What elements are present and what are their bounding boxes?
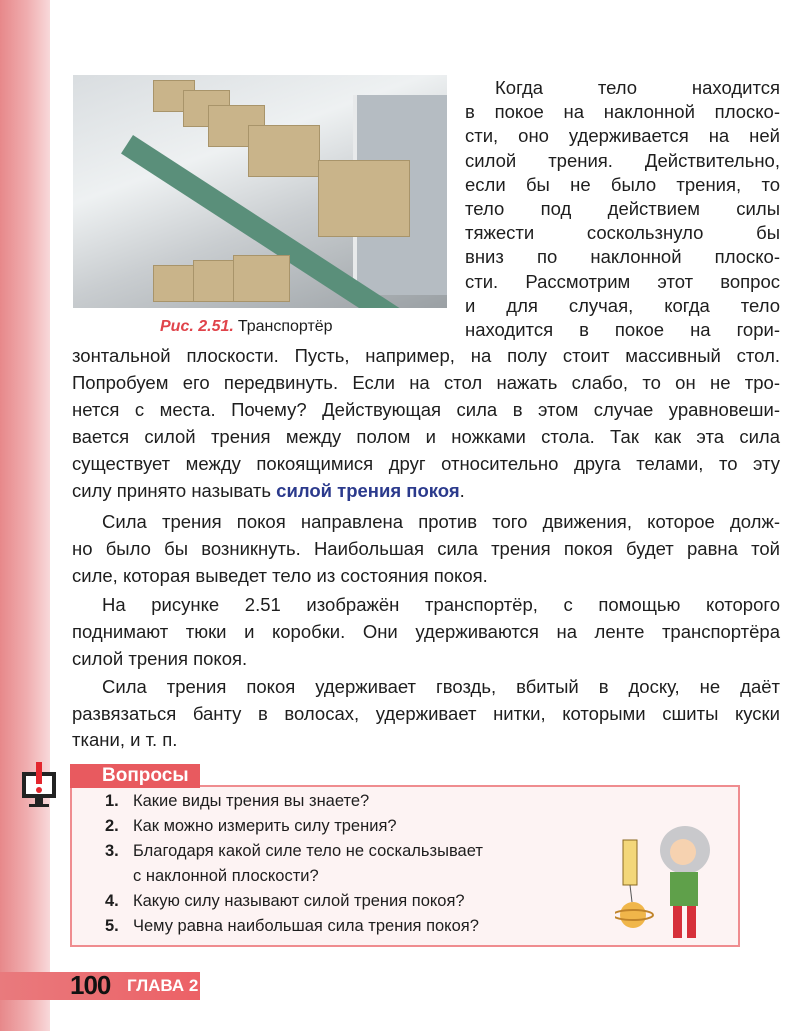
professor-illustration (615, 820, 725, 945)
text-line: тело под действием силы (465, 198, 780, 219)
question-item (105, 841, 483, 861)
photo-box (153, 265, 195, 302)
text-line: развязаться банту в волосах, удерживает нитки, которыми сшиты куски (72, 703, 780, 724)
text-line: На рисунке 2.51 изображён транспортёр, с помощью которого (102, 594, 780, 615)
figure-number: Рис. 2.51. (160, 318, 234, 335)
question-number: 1. (105, 792, 119, 810)
text-line: находится в покое на гори- (465, 319, 780, 340)
page-number: 100 (70, 970, 111, 1000)
photo-box (193, 260, 235, 302)
questions-heading: Вопросы (70, 764, 200, 788)
photo-box (248, 125, 320, 177)
figure-caption-text: Транспортёр (237, 318, 333, 335)
question-number: 2. (105, 817, 119, 835)
question-number: 4. (105, 892, 119, 910)
text-line: вается силой трения между полом и ножками стола. Так как эта сила (72, 426, 780, 447)
margin-band (0, 0, 50, 1031)
question-item (105, 791, 369, 811)
text-line: нется с места. Почему? Действующая сила в этом случае уравновеши- (72, 399, 780, 420)
text-line: существует между покоящимися друг относительно друга телами, то эту (72, 453, 780, 474)
text-line: Когда тело находится (495, 77, 780, 98)
photo-box (233, 255, 290, 302)
question-item (105, 866, 319, 886)
text-span: . (459, 480, 465, 501)
text-line: силой трения покоя. (72, 648, 248, 669)
question-text: Чему равна наибольшая сила трения покоя? (133, 917, 479, 935)
computer-alert-icon (20, 762, 58, 810)
question-text: Как можно измерить силу трения? (133, 817, 397, 835)
text-line: Сила трения покоя направлена против того движения, которое долж- (102, 511, 780, 532)
text-line: силой трения. Действительно, (465, 150, 780, 171)
figure-caption (160, 318, 333, 336)
question-number: 5. (105, 917, 119, 935)
text-line: и для случая, когда тело (465, 295, 780, 316)
text-span: силу принято называть (72, 480, 277, 501)
question-text: Какие виды трения вы знаете? (133, 792, 370, 810)
text-line: Сила трения покоя удерживает гвоздь, вбитый в доску, не даёт (102, 676, 780, 697)
key-term: силой трения покоя (276, 480, 460, 501)
text-line: в покое на наклонной плоско- (465, 101, 780, 122)
text-line: Попробуем его передвинуть. Если на стол нажать слабо, то он не тро- (72, 372, 780, 393)
text-line: вниз по наклонной плоско- (465, 246, 780, 267)
text-line: поднимают тюки и коробки. Они удерживаются на ленте транспортёра (72, 621, 780, 642)
question-text: Какую силу называют силой трения покоя? (133, 892, 465, 910)
text-line: если бы не было трения, то (465, 174, 780, 195)
question-text: Благодаря какой силе тело не соскальзывает (133, 842, 483, 860)
text-line: силе, которая выведет тело из состояния покоя. (72, 565, 488, 586)
text-line: зонтальной плоскости. Пусть, например, на полу стоит массивный стол. (72, 345, 780, 366)
photo-box (318, 160, 410, 237)
text-line (72, 480, 780, 502)
conveyor-photo (73, 75, 447, 308)
text-line: ткани, и т. п. (72, 729, 178, 750)
question-item (105, 916, 479, 936)
question-item (105, 891, 465, 911)
text-line: но было бы возникнуть. Наибольшая сила трения покоя будет равна той (72, 538, 780, 559)
question-number: 3. (105, 842, 119, 860)
question-text: с наклонной плоскости? (133, 867, 319, 885)
text-line: сти, оно удерживается на ней (465, 125, 780, 146)
chapter-label: ГЛАВА 2 (127, 976, 199, 995)
text-line: сти. Рассмотрим этот вопрос (465, 271, 780, 292)
text-line: тяжести соскользнуло бы (465, 222, 780, 243)
question-item (105, 816, 397, 836)
